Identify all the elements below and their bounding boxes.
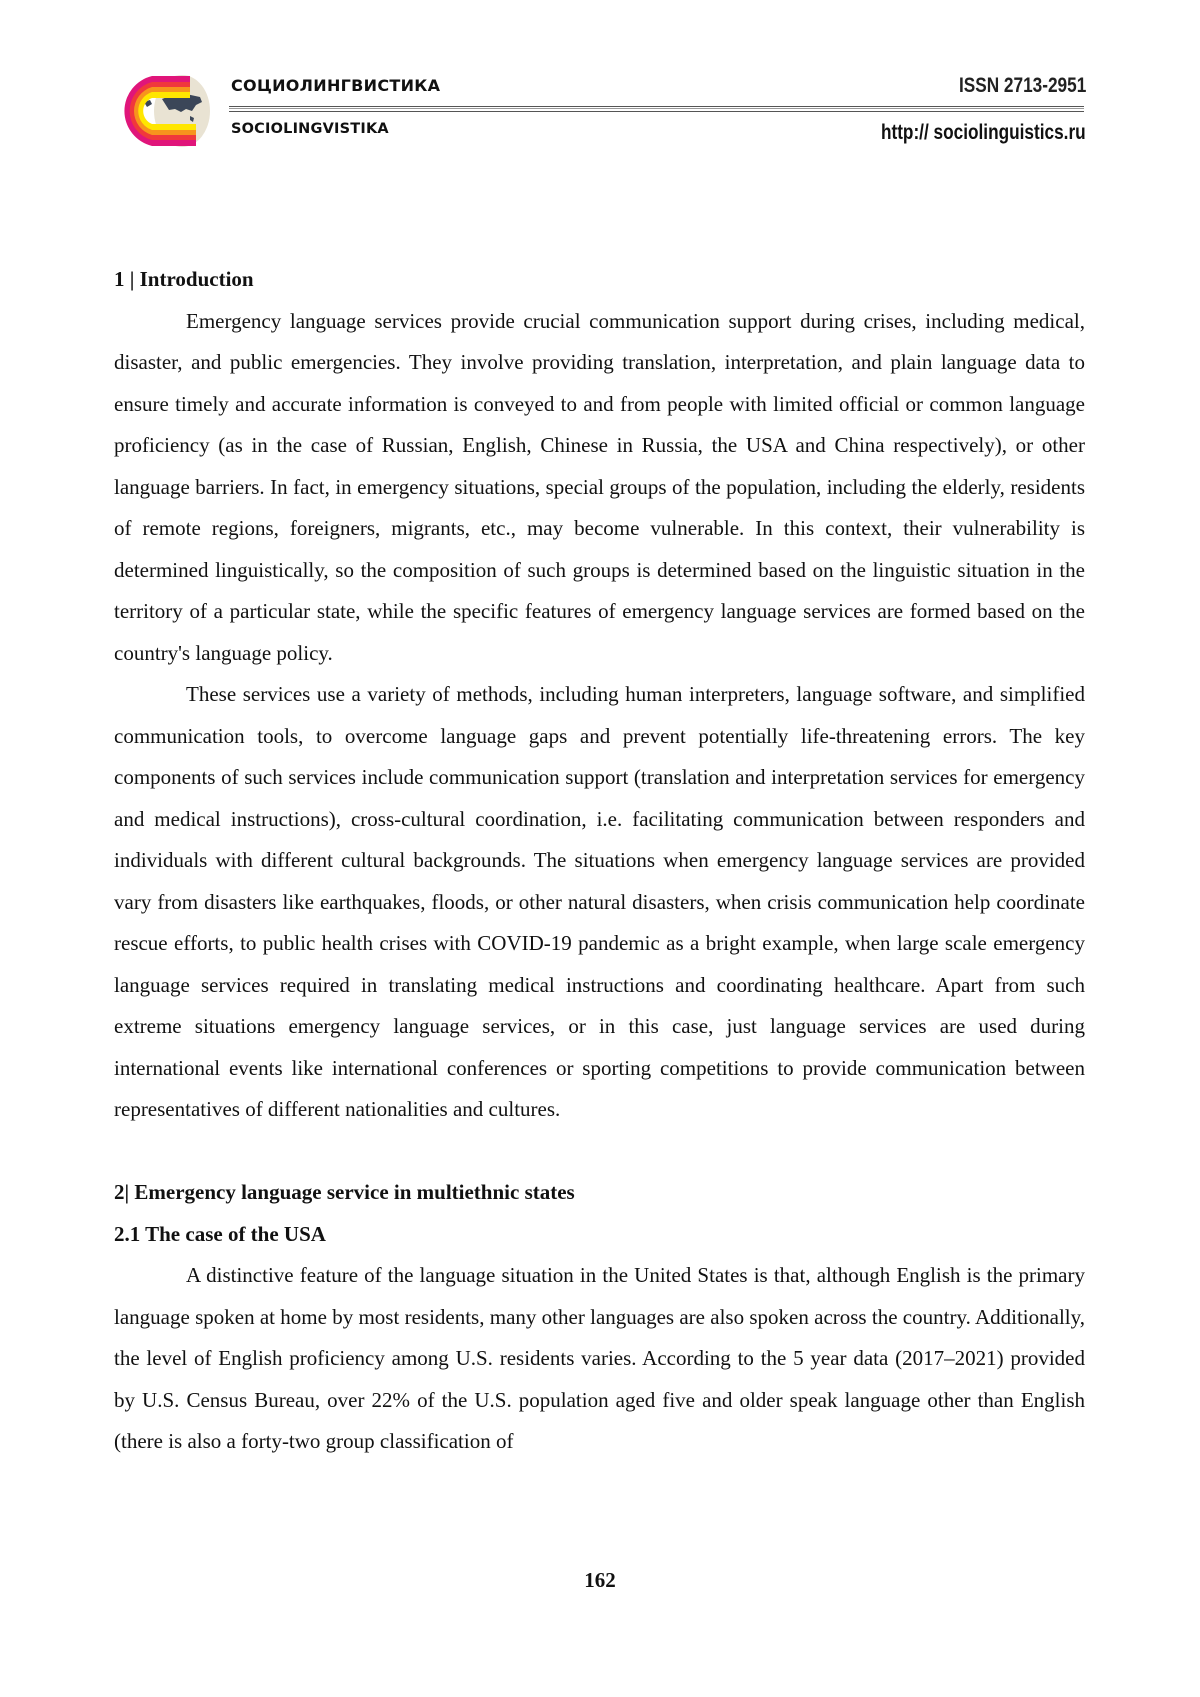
page-number: 162 xyxy=(584,1568,616,1592)
paragraph: These services use a variety of methods, including human interpreters, language software, and simplified communication tools, to overcome language gaps and prevent potentially life-threatening errors. The key components of such services include communication support (translation and interpretation services for emergency and medical instructions), cross-cultural coordination, i.e. facilitating communication between responders and individuals with different cultural backgrounds. The situations when emergency language services are provided vary from disasters like earthquakes, floods, or other natural disasters, when crisis communication help coordinate rescue efforts, to public health crises with COVID-19 pandemic as a bright example, when large scale emergency language services required in translating medical instructions and coordinating healthcare. Apart from such extreme situations emergency language services, or in this case, just language services are used during international events like international conferences or sporting competitions to provide communication between representatives of different nationalities and cultures. xyxy=(114,682,1085,1121)
article-body xyxy=(114,259,1085,1463)
section-heading-multiethnic-states: 2| Emergency language service in multiethnic states xyxy=(114,1180,575,1204)
header-divider xyxy=(229,106,1084,112)
section-spacer xyxy=(114,1131,1085,1173)
journal-title-en: SOCIOLINGVISTIKA xyxy=(231,121,389,137)
journal-url-link[interactable]: http:// sociolinguistics.ru xyxy=(881,121,1086,144)
section-heading-introduction: 1 | Introduction xyxy=(114,267,254,291)
journal-logo-icon xyxy=(112,72,212,150)
paragraph: Emergency language services provide crucial communication support during crises, including medical, disaster, and public emergencies. They involve providing translation, interpretation, and plain language data to ensure timely and accurate information is conveyed to and from people with limited official or common language proficiency (as in the case of Russian, English, Chinese in Russia, the USA and China respectively), or other language barriers. In fact, in emergency situations, special groups of the population, including the elderly, residents of remote regions, foreigners, migrants, etc., may become vulnerable. In this context, their vulnerability is determined linguistically, so the composition of such groups is determined based on the linguistic situation in the territory of a particular state, while the specific features of emergency language services are formed based on the country's language policy. xyxy=(114,308,1085,665)
journal-title-ru: СОЦИОЛИНГВИСТИКА xyxy=(231,76,441,95)
paragraph: A distinctive feature of the language situation in the United States is that, although English is the primary language spoken at home by most residents, many other languages are also spoken across the country. Additionally, the level of English proficiency among U.S. residents varies. According to the 5 year data (2017–2021) provided by U.S. Census Bureau, over 22% of the U.S. population aged five and older speak language other than English (there is also a forty-two group classification of xyxy=(114,1263,1085,1453)
issn-label: ISSN 2713-2951 xyxy=(958,74,1086,97)
subsection-heading-usa: 2.1 The case of the USA xyxy=(114,1221,326,1246)
